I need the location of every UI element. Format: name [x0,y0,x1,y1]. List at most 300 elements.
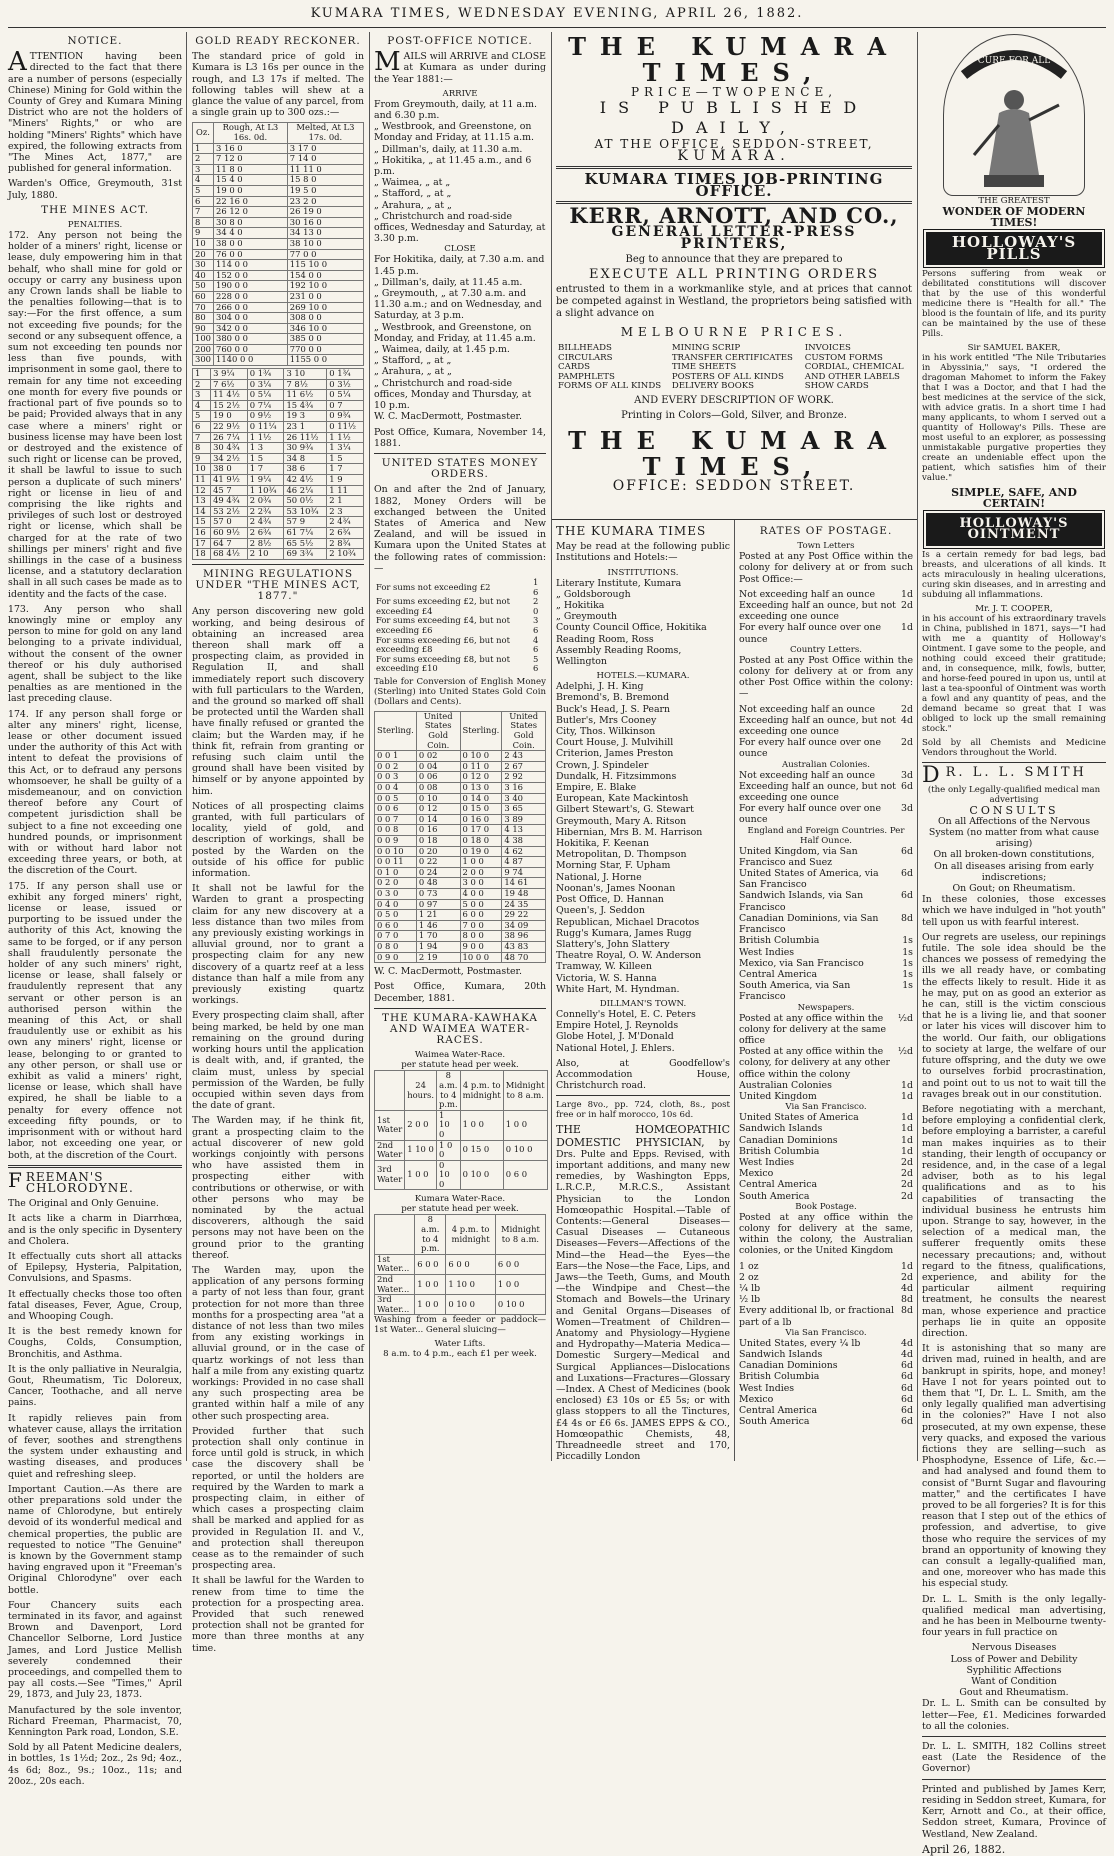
conversion-row-cell: 0 0 8 [375,825,417,836]
conversion-row-cell: 0 48 [416,878,460,889]
arrive-item: „ Christchurch and road-side offices, Wednesday and Saturday, at 3.30 p.m. [374,210,546,245]
mining-paragraph: Notices of all prospecting claims granted, with full particulars of locality, yield of gold, and description of workings, shall be posted by the Warden on the outside of his office for public information. [192,800,364,880]
waimea-row-cell: 1 10 0 [405,1140,437,1160]
newspaper-rate-rate: 1d [901,1079,913,1091]
dwt-row-cell: 0 1¾ [327,369,364,380]
gold-row-cell: 7 [193,207,214,218]
waimea-row-cell: 1 0 0 [503,1110,547,1140]
gold-row-cell: 342 0 0 [214,323,288,334]
conversion-row-cell: 4 38 [502,836,546,847]
kumara-race-table [374,1214,546,1315]
kumara-row-cell: 1 10 0 [446,1275,496,1295]
mining-regs-body [192,606,364,1653]
gold-row [193,302,364,313]
conversion-title: Table for Conversion of English Money (Sterling) into United States Gold Coin (Dollars and Cents). [374,676,546,707]
conversion-row [375,751,546,762]
kumara-row-cell: 0 10 0 [446,1295,496,1315]
read-title: THE KUMARA TIMES [556,524,707,538]
freeman-paragraph: It effectually cuts short all attacks of Epilepsy, Hysteria, Palpitation, Convulsions, and Spasms. [8,1250,182,1285]
conversion-row-cell: 0 04 [416,761,460,772]
dr-lines [922,816,1106,894]
kumara-row [375,1254,546,1274]
commission-row [374,636,546,655]
freeman-paragraph: It effectually checks those too often fatal diseases, Fever, Ague, Croup, and Whooping Cough. [8,1288,182,1322]
mining-paragraph: It shall be lawful for the Warden to renew from time to time the protection for a prospecting area. Provided that such renewed protection shall not be granted for more than three months at any time. [192,1575,364,1654]
book-postage-intro: Posted at any office within the colony for delivery at the same, within the colony, the Australian colonies, or the United Kingdom [739,1211,913,1257]
conversion-row-cell: 8 0 0 [460,931,502,942]
printing-items [556,344,912,392]
waimea-row-cell: 0 6 0 [503,1160,547,1190]
sf2-rate-rate: 4d [901,1337,913,1349]
dwt-row-cell: 7 6½ [211,379,248,390]
sf-rate-label: United States of America [739,1112,859,1124]
conversion-row [375,772,546,783]
conversion-row-cell: 2 0 0 [460,867,502,878]
hotel-item: Rugg's Kumara, James Rugg [556,927,692,939]
dr-smith-subtitle: (the only Legally-qualified medical man advertising [927,784,1101,805]
sf-rate [739,1146,913,1157]
conversion-row-cell: 48 70 [502,952,546,963]
gold-row-cell: 269 10 0 [287,302,363,313]
penalties-heading: PENALTIES. [67,220,123,231]
printing-item-row-cell: PAMPHLETS [558,371,615,382]
waimea-row-cell: 1 0 0 [437,1140,461,1160]
waimea-row-cell: 2nd Water [375,1140,405,1160]
dwt-row-cell: 9 [193,453,211,464]
town-rate-rate: 1d [901,622,913,634]
gold-row [193,228,364,239]
dwt-row-cell: 53 2½ [211,506,248,517]
freeman-subtitle: The Original and Only Genuine. [8,1198,159,1210]
dillman-item: Globe Hotel, J. M'Donald [556,1031,674,1043]
country-rate-rate: 2d [901,737,913,749]
dwt-row-cell: 2 10¾ [327,549,364,560]
every-description: AND EVERY DESCRIPTION OF WORK. [634,394,834,406]
cooper-name: Mr. J. T. COOPER, [975,603,1053,614]
dwt-row-cell: 2 8¾ [327,538,364,549]
hotel-item: Republican, Michael Dracotos [556,916,700,928]
waimea-header: 4 p.m. to midnight [460,1071,503,1110]
conversion-row-cell: 4 13 [502,825,546,836]
arrive-item: „ Stafford, „ at „ [374,188,452,200]
dwt-row-cell: 8 [193,443,211,454]
conversion-row-cell: 0 0 2 [375,761,417,772]
close-item: „ Dillman's, daily, at 11.45 a.m. [374,276,523,288]
gold-row-cell: 15 8 0 [287,175,363,186]
dillman-item: Connelly's Hotel, E. C. Peters [556,1008,696,1020]
sf2-rate-rate: 6d [901,1382,913,1394]
gold-row-cell: 6 [193,196,214,207]
hotel-item: Morning Star, F. Upham [556,860,671,872]
commission-row [374,578,546,597]
gold-row-cell: 80 [193,313,214,324]
england-rate [739,913,913,935]
waimea-table [374,1070,548,1190]
town-name: KUMARA. [677,148,791,164]
kumara-header: Midnight to 8 a.m. [495,1215,545,1254]
hygeia-figure-icon [944,35,1084,195]
dwt-row [193,475,364,486]
hotel-item: Greymouth, Mary A. Ritson [556,815,687,827]
printing-item-row-cell: POSTERS OF ALL KINDS [671,371,784,382]
column-notice [8,34,182,1787]
kumara-row-cell: 1 0 0 [415,1275,446,1295]
conversion-row [375,867,546,878]
gold-row-cell: 90 [193,323,214,334]
hotel-item: Butler's, Mrs Cooney [556,714,657,726]
england-rate-label: West Indies [739,946,795,958]
sf-rate-rate: 1d [901,1123,913,1135]
dr-line: On Gout; on Rheumatism. [952,883,1076,895]
close-item: „ Stafford, „ at „ [374,355,452,367]
dwt-row-cell: 2 4¾ [247,517,284,528]
execute-all: EXECUTE ALL PRINTING ORDERS [588,267,879,282]
book-rate-rate: 1d [901,1260,913,1272]
dwt-row-cell: 23 1 [284,422,327,433]
dwt-row-cell: 2 1 [327,496,364,507]
sf2-rate-label: South America [739,1416,810,1428]
country-rate-label: Not exceeding half an ounce [739,703,875,715]
close-item: For Hokitika, daily, at 7.30 a.m. and 1.45 p.m. [374,254,545,277]
conversion-row-cell: 19 48 [502,888,546,899]
printing-item-row [556,382,912,392]
conversion-row-cell: 0 4 0 [375,899,417,910]
england-rate-label: Canadian Dominions, via San Francisco [739,912,879,936]
homeopathic-price: Large 8vo., pp. 724, cloth, 8s., post free or in half morocco, 10s 6d. [556,1100,730,1121]
notice-body: TTENTION having been directed to the fact that there are a number of persons (especially Chinese) Mining for Gold within the County of Grey and Kumara Mining District who are not the holders of "Miners' Rights," or who are holding "Miners' Rights" which have expired, the following extracts from "The Mines Act, 1877," are published for general information. [8,51,182,175]
waimea-per-week: per statute head per week. [401,1060,519,1071]
close-item: „ Westbrook, and Greenstone, on Monday, and Friday, at 11.45 a.m. [374,321,536,344]
section-175: 175. If any person shall use or exhibit any forged miners' right, license or lease, issued or purporting to be issued under the authority of this Act, knowing the same to be forged, or if any person shall fraudulently personate the holder of any such miners' right, license or lease, shall falsely or fraudulently represent that any servant or other person is an authorised person within the meaning of this Act, or shall fraudulently use or exhibit as his own any miners' right, license or lease, belonging to or granted to any other person, or shall use or exhibit as valid a miners' right, license or lease, which shall have expired, he shall be liable to a penalty for every offence not exceeding fifty pounds, or to imprisonment with or without hard labor, not exceeding one year, or both, at the discretion of the Court. [8,880,182,1161]
gold-row-cell: 30 16 0 [287,217,363,228]
gold-reckoner-title: GOLD READY RECKONER. [195,35,361,47]
england-rate-label: Mexico, via San Francisco [739,957,864,969]
town-rate [739,589,913,600]
dwt-row-cell: 11 [193,475,211,486]
kumara-row-cell: 6 0 0 [495,1254,545,1274]
gold-row-cell: 30 [193,260,214,271]
letterpress-printers: GENERAL LETTER-PRESS PRINTERS, [611,224,857,252]
dwt-row [193,527,364,538]
conversion-row [375,783,546,794]
arrive-item: „ Waimea, „ at „ [374,177,451,189]
australian-rate [739,803,913,825]
england-heading: England and Foreign Countries. Per Half Ounce. [747,825,905,846]
conversion-row [375,846,546,857]
us-money-orders-body: On and after the 2nd of January, 1882, Money Orders will be exchanged between the United States of America and New Zealand, and will be issued in Kumara upon the United States at the following rates of commission:— [374,484,546,574]
conversion-row-cell: 0 18 0 [460,836,502,847]
printing-item-row-cell: AND OTHER LABELS [804,371,900,382]
institution-item: „ Hokitika [556,600,605,612]
hotel-item: Dundalk, H. Fitzsimmons [556,770,677,782]
conversion-row [375,878,546,889]
conversion-row-cell: 0 0 11 [375,857,417,868]
dr-paragraph: It is astonishing that so many are driven mad, ruined in health, and are bankrupt in spirits, hope, and money! Have I not for years pointed out to them that "I, Dr. L. L. Smith, am the only legally qualified man advertising in the colonies?" Have I not also prosecuted, at my own expense, these very quacks, and exposed the various fictions they are selling—such as Phosphodyne, Essence of Life, &c.—and had analysed and found them to consist of "Burnt Sugar and flavouring matter," and the certificates I have proved to be all forgeries? It is for this reason that I step out of the ethics of profession, and advertise, to give those who require the services of my brand an opportunity of knowing they can consult a legally-qualified man, and one, moreover who has made this his especial study. [922,1343,1106,1590]
office-address: AT THE OFFICE, SEDDON-STREET, [594,137,874,151]
gold-row-cell: 4 [193,175,214,186]
commission-rates [374,578,546,674]
conversion-row-cell: 2 43 [502,751,546,762]
mining-paragraph: It shall not be lawful for the Warden to grant a prospecting claim for any new discovery at a less distance than two miles from any previously existing workings in alluvial ground, nor to grant a prospecting claim for any new discovery of a quartz reef at a less distance than half a mile from any previously existing quartz workings. [192,883,364,1007]
australian-rate-label: Not exceeding half an ounce [739,769,875,781]
dwt-row-cell: 18 [193,549,211,560]
arrive-item: „ Hokitika, „ at 11.45 a.m., and 6 p.m. [374,154,532,178]
gold-row-cell: 5 [193,185,214,196]
dwt-row-cell: 5 [193,411,211,422]
dwt-table [192,368,364,560]
conversion-row [375,920,546,931]
conversion-row-cell: 0 0 9 [375,836,417,847]
gold-row-cell: 38 0 0 [214,238,288,249]
dwt-row-cell: 57 9 [284,517,327,528]
sf2-rate-label: Canadian Dominions [739,1360,838,1372]
england-rate [739,947,913,958]
conversion-row [375,814,546,825]
gold-row-cell: 266 0 0 [214,302,288,313]
institutions-list [556,578,730,668]
kumara-row-cell: 1 0 0 [495,1275,545,1295]
mining-paragraph: Every prospecting claim shall, after being marked, be held by one man remaining on the ground during working hours until the application is dealt with, and, if granted, the claim must, unless by special permission of the Warden, be fully occupied within seven days from the date of grant. [192,1010,364,1112]
conversion-row-cell: 2 19 [416,952,460,963]
conversion-row-cell: 1 70 [416,931,460,942]
commission-row-cell: For sums exceeding £2, but not exceeding £4 [376,596,510,616]
conversion-row-cell: 0 14 0 [460,793,502,804]
conversion-row [375,836,546,847]
book-extra-rate-rate: 8d [901,1305,913,1317]
gold-row-cell: 190 0 0 [214,281,288,292]
dwt-row-cell: 17 [193,538,211,549]
mines-act-title: THE MINES ACT. [41,203,149,216]
sf-rate-label: Central America [739,1179,818,1191]
dwt-row-cell: 2 3 [327,506,364,517]
conversion-row [375,931,546,942]
sf-rate-label: Mexico [739,1168,774,1180]
kumara-row-cell: 1 0 0 [415,1295,446,1315]
published-daily: IS PUBLISHED DAILY, [599,98,869,137]
notice-sign: Warden's Office, Greymouth, 31st July, 1880. [8,178,182,201]
dwt-row-cell: 0 11¼ [247,422,284,433]
masthead-rule [8,27,1106,28]
institution-item: Reading Room, Ross [556,633,654,645]
column-holloway: CURE FOR ALL THE GREATEST WONDER OF MODERN TIMES! HOLLOWAY'S PILLS Persons suffering from weak or debilitated constitutions will discover that by the use of this wonderful medicine there is "Health for all." The blood is the fountain of life, and its purity can be maintained by the use of these Pills. Sir SAMUEL BAKER, in his work entitled "The Nile Tributaries in Abyssinia," says, "I ordered the dragoman Mahomet to inform the Fakey that I was a Doctor, and that I had the best medicines at the service of the sick, with advice gratis. In a short time I had many applicants, to whom I served out a quantity of Holloway's Pills. These are most useful to an explorer, as possessing unmistakable purgative properties they create an undeniable effect upon the patient, which satisfies him of their value." SIMPLE, SAFE, AND CERTAIN! HOLLOWAY'S OINTMENT Is a certain remedy for bad legs, bad breasts, and ulcerations of all kinds. It acts miraculously in healing ulcerations, curing skin diseases, and in arresting and subduing all inflammations. Mr. J. T. COOPER, in his account of his extraordinary travels in China, published in 1871, says—"I had with me a quantity of Holloway's Ointment. I gave some to the people, and nothing could exceed their gratitude; and, in consequence, milk, fowls, butter, and horse-feed poured in upon us, until at last a tea-spoonful of Ointment was worth a fowl and any quantity of peas, and the demand became so great that I was obliged to lock up the small remaining stock." Sold by all Chemists and Medicine Vendors throughout the World. D R. L. L. SMITH (the only Legally-qualified medical man advertising CONSULTS On all Affections of the Nervous System (no matter from what cause arising) On all broken-down constitutions, On all diseases arising from early indiscretions; On Gout; on Rheumatism. In these colonies, those excesses which we have indulged in "hot youth" tell upon us with fearful interest. Our regrets are useless, our repinings futile. The sole idea should be the chances we possess of remedying the ills we all ready have, or combating the effects likely to result. Hide it as he may, put on as good an exterior as he can, still is the victim conscious that he is a living lie, and that sooner or later his vices will discover him to the world. Our faith, our obligations to society at large, the welfare of our future offspring, and the duty we owe to ourselves forbid procrastination, and point out to us not to wait till the ravages break out in our constitution. Before negotiating with a merchant, before employing a confidential clerk, before employing a barrister, a careful man makes inquiries as to their standing, their length of occupancy or residence, and, in the case of a legal adviser, both as to his legal qualifications and as to his capabilities of transacting the individual business he entrusts him upon. Strange to say, however, in the selection of a medical man, the sufferer frequently omits these necessary precautions; and, without regard to the fitness, qualifications, experience, and ability for the particular ailment requiring treatment, he consults the nearest man, whose experience and practice perhaps lie in quite an opposite direction. It is astonishing that so many are driven mad, ruined in health, and are bankrupt in spirits, hope, and money! Have I not for years pointed out to them that "I, Dr. L. L. Smith, am the only legally qualified man advertising in the colonies?" Have I not also prosecuted, at my own expense, these very quacks, and exposed the various fictions they are selling—such as Phosphodyne, Essence of Life, &c.—and had analysed and found them to consist of "Burnt Sugar and flavouring matter," and the certificates I have proved to be all forgeries? It is for this reason that I step out of the ethics of profession, and advertise, to give those who require the services of my brand an opportunity of knowing they can consult a legally-qualified man, and one, moreover who has made this his especial study. Dr. L. L. Smith is the only legally-qualified medical man advertising, and he has been in Melbourne twenty-four years in full practice on Nervous Diseases Loss of Power and Debility Syphilitic Affections Want of Condition Gout and Rheumatism. Dr. L. L. Smith can be consulted by letter—Fee, £1. Medicines forwarded to all the colonies. Dr. L. L. SMITH, 182 Collins street east (Late the Residence of the Governor) Printed and published by James Kerr, residing in Seddon street, Kumara, for Kerr, Arnott and Co., at their office, Seddon street, Kumara, Province of Westland, New Zealand. April 26, 1882. [922,34,1106,1461]
sf2-rate [739,1338,913,1349]
gold-row-cell: 70 [193,302,214,313]
column-gold-reckoner [192,34,364,1654]
england-rate-label: United Kingdom, via San Francisco and Suez [739,845,858,868]
australian-rate [739,781,913,803]
country-rate-label: Exceeding half an ounce, but not exceeding one ounce [739,714,896,738]
hotel-item: Post Office, D. Hannan [556,894,664,906]
dwt-row [193,496,364,507]
dwt-row-cell: 26 7¼ [211,432,248,443]
conversion-header: United States Gold Coin. [502,711,546,750]
conversion-row-cell: 0 16 0 [460,814,502,825]
commission-row-cell: 4 6 [533,634,539,655]
book-rate-rate: 2d [901,1271,913,1283]
town-rate-label: Exceeding half an ounce, but not exceeding one ounce [739,600,896,623]
homeopathic-title: THE HOMŒOPATHIC DOMESTIC PHYSICIAN, [556,1123,730,1149]
sf-rate-rate: 2d [901,1168,913,1180]
kerr-arnott: KERR, ARNOTT, AND CO., [569,203,899,228]
conversion-row-cell: 0 8 0 [375,941,417,952]
book-rate [739,1261,913,1272]
sf-rate [739,1179,913,1190]
hotel-item: Queen's, J. Seddon [556,905,645,917]
water-lifts-heading: Water Lifts. [434,1339,486,1350]
kumara-per-week: per statute head per week. [401,1204,519,1215]
oz-header: Oz. [193,123,214,143]
waimea-row-cell: 1 0 0 [460,1110,503,1140]
england-rate [739,846,913,868]
england-rate [739,935,913,946]
rough-header: Rough, At L3 16s. 0d. [214,123,288,143]
gold-row [193,207,364,218]
sf2-rate-label: Sandwich Islands [739,1349,823,1360]
conversion-header: Sterling. [375,711,417,750]
postmaster-sign-2: W. C. MacDermott, Postmaster. [374,966,522,978]
freeman-paragraph: It is the only palliative in Neuralgia, Gout, Rheumatism, Tic Doloreux, Cancer, Toothache, and all nerve pains. [8,1363,182,1409]
england-rate-rate: 1s [902,946,913,958]
commission-row-cell: 1 6 [533,576,539,597]
printing-item-row-cell: MINING SCRIP [671,343,741,353]
kumara-row-cell: 6 0 0 [446,1254,496,1274]
conversion-row-cell: 3 16 [502,783,546,794]
conversion-row-cell: 7 0 0 [460,920,502,931]
gold-row [193,164,364,175]
dwt-row-cell: 4 [193,400,211,411]
dr-address: Dr. L. L. SMITH, 182 Collins street east (Late the Residence of the Governor) [922,1741,1106,1775]
town-rate [739,600,913,622]
conversion-row-cell: 4 62 [502,846,546,857]
dwt-row-cell: 16 [193,527,211,538]
entrusted-text: entrusted to them in a workmanlike style, and at prices that cannot be competed against in Westland, the proprietors being satisfied with a slight advance on [556,284,912,319]
sf-rate-rate: 1d [901,1112,913,1124]
conversion-row-cell: 0 20 [416,846,460,857]
consults-heading: CONSULTS [969,803,1059,817]
dwt-row [193,369,364,380]
kumara-row-cell: 1st Water... [375,1254,415,1274]
kumara-times-advert [556,34,912,492]
homeopathic-body: by Drs. Pulte and Epps. Revised, with important additions, and many new remedies, by Washington Epps, L.R.C.P., M.R.C.S., Assistant Physician to the London Homœopathic Hospital.—Table of Contents:—General Diseases—Casual Diseases — Cutaneous Diseases—Fevers—Affections of the Mind—the Head—the Eyes—the Ears—the Nose—the Face, Lips, and Jaws—the Teeth, Gums, and Mouth—the Windpipe and Chest—the Stomach and Bowels—the Urinary and Genital Organs—Diseases of Women—Treatment of Children—Anatomy and Physiology—Hygiene and Hydropathy—Materia Medica—Domestic Surgery—Medical and Surgical Appliances—Dislocations and Luxations—Fractures—Glossary—Index. A Chest of Medicines (book enclosed) £3 10s or £5 5s; or with glass stoppers to all the Tinctures, £4 4s or £6 6s. JAMES EPPS & CO., Homœopathic Chemists, 48, Threadneedle street and 170, Piccadilly London [556,1137,730,1463]
conversion-row-cell: 0 0 1 [375,751,417,762]
dwt-row-cell: 34 2½ [211,453,248,464]
conversion-row-cell: 0 3 0 [375,888,417,899]
sf2-rate [739,1405,913,1416]
england-rate-rate: 1s [902,968,913,980]
town-rate-rate: 1d [901,588,913,600]
sf2-rate-rate: 6d [901,1393,913,1405]
column-postage-rates [739,524,913,1461]
dr-condition: Syphilitic Affections [966,1664,1062,1676]
gold-row-cell: 1140 0 0 [214,355,288,366]
dwt-row-cell: 42 4½ [284,475,327,486]
dwt-row-cell: 1 11 [327,485,364,496]
hotel-item: Slattery's, John Slattery [556,938,670,950]
freeman-paragraph: Manufactured by the sole inventor, Richard Freeman, Pharmacist, 70, Kennington Park road, London, S.E. [8,1704,182,1739]
dwt-row [193,400,364,411]
newspaper-rate-label: Australian Colonies [739,1079,832,1091]
section-174: 174. If any person shall forge or alter any miners' right, license, lease or other document issued under the authority of this Act with intent to defeat the provisions of this Act, or to defraud any persons whomsoever, he shall be guilty of a misdemeanour, and on conviction thereof before any Court of competent jurisdiction shall be subject to a fine not exceeding one hundred pounds, or imprisonment with or without hard labor not exceeding three years, or both, at the discretion of the Court. [8,708,182,877]
dwt-row-cell: 0 3½ [327,379,364,390]
kumara-row-cell: 0 10 0 [495,1295,545,1315]
dillman-heading: DILLMAN'S TOWN. [599,998,687,1009]
newspaper-rate-rate: ½d [897,1046,913,1058]
section-172: 172. Any person not being the holder of a miners' right, license or lease, duly empowering him in that behalf, who shall mine for gold or occupy or carry any business upon any Crown lands shall be liable to the penalties following—that is to say:—For the first offence, a sum not exceeding five pounds; for the second or any subsequent offence, a sum not exceeding ten pounds nor less than five pounds, with imprisonment in some gaol, there to remain for any time not exceeding one month for every five pounds or fractional part of five pounds so to be paid; Provided always that in any case where a miners' right or business license may have been lost or destroyed and the existence of such right or license can be proved, it shall be lawful to issue to such person a duplicate of such miners' right or license in lieu of and comprising the like rights and privileges of such lost or destroyed right or license, which shall be charged for at the rate of two shillings per miners' right and five shillings in the case of a business license, and a statutory declaration shall in all such cases be made as to identity and the facts of the case. [8,230,182,600]
dwt-row-cell: 1 1½ [247,432,284,443]
dr-paragraph: Our regrets are useless, our repinings futile. The sole idea should be the chances we possess of remedying the ills we all ready have, or combating the effects likely to result. Hide it as he may, put on as good an exterior as he can, still is the victim conscious that he is a living lie, and that sooner or later his vices will discover him to the world. Our faith, our obligations to society at large, the welfare of our future offspring, and the duty we owe to ourselves forbid procrastination, and point out to us not to wait till the ravages break out in our constitution. [922,931,1106,1100]
sf2-rate-label: British Columbia [739,1371,820,1383]
australian-heading: Australian Colonies. [782,759,870,770]
arrive-list [374,99,546,245]
dr-condition: Gout and Rheumatism. [959,1687,1069,1699]
gold-row-cell: 34 13 0 [287,228,363,239]
commission-row-cell: 3 6 [533,615,539,635]
gold-row [193,175,364,186]
printing-item-row-cell: TRANSFER CERTIFICATES [671,352,793,363]
commission-row [374,616,546,635]
waimea-header: 8 a.m. to 4 p.m. [437,1071,461,1110]
simple-safe-heading: SIMPLE, SAFE, AND CERTAIN! [951,485,1077,511]
dwt-row-cell: 1 1½ [327,432,364,443]
gold-row-cell: 34 4 0 [214,228,288,239]
conversion-row [375,941,546,952]
gold-row-cell: 200 [193,344,214,355]
gold-row [193,260,364,271]
hotel-item: City, Thos. Wilkinson [556,726,656,738]
gold-row-cell: 38 10 0 [287,238,363,249]
dwt-row-cell: 0 5¼ [327,390,364,401]
book-rate-rate: 8d [901,1294,913,1306]
dwt-row [193,443,364,454]
institution-item: County Council Office, Hokitika [556,622,707,634]
hotels-list [556,681,730,995]
waimea-header: Midnight to 8 a.m. [503,1071,547,1110]
office-seddon: OFFICE: SEDDON STREET. [612,477,856,494]
gold-row-cell: 192 10 0 [287,281,363,292]
freeman-paragraph: Four Chancery suits each terminated in its favor, and against Brown and Davenport, Lord Chancellor Selborne, Lord Justice James, and Lord Justice Mellish severely condemned their proceedings, and compelled them to pay all costs.—See "Times," April 29, 1873, and July 23, 1873. [8,1599,182,1701]
mining-paragraph: Any person discovering new gold working, and being desirous of obtaining an increased area thereon shall mark off a prospecting claim, as provided in Regulation II, and shall immediately report such discovery with full particulars to the Warden, and the ground so marked off shall be protected until the Warden shall have finally refused or granted the claim; but the Warden may, if he think fit, refrain from granting or refusing such claim until the ground shall have been visited by himself or by anyone appointed by him. [192,606,364,797]
hotel-item: Theatre Royal, O. W. Anderson [556,950,702,962]
newspaper-rate [739,1046,913,1080]
sf2-rate-rate: 6d [901,1416,913,1428]
gold-row-cell: 228 0 0 [214,291,288,302]
post-office-date-2: Post Office, Kumara, 20th December, 1881. [374,981,546,1004]
post-office-intro: AILS will ARRIVE and CLOSE at Kumara as under during the Year 1881:— [374,51,546,85]
sf-rate-label: South America [739,1190,810,1202]
gold-row-cell: 304 0 0 [214,313,288,324]
dr-paragraph: Dr. L. L. Smith is the only legally-qualified medical man advertising, and he has been in Melbourne twenty-four years in full practice on [922,1593,1106,1639]
gold-row-cell: 308 0 0 [287,313,363,324]
imprint-date: April 26, 1882. [922,1842,1006,1856]
dwt-row-cell: 0 1¾ [247,369,284,380]
waimea-row-cell: 2 0 0 [405,1110,437,1140]
waimea-row-cell: 0 10 0 [503,1140,547,1160]
newspaper-rate-rate: ½d [897,1012,913,1024]
job-printing-title: KUMARA TIMES JOB-PRINTING OFFICE. [584,170,884,200]
gold-row-cell: 760 0 0 [214,344,288,355]
conversion-row-cell: 0 5 0 [375,910,417,921]
gold-row-cell: 76 0 0 [214,249,288,260]
sf-rate [739,1135,913,1146]
country-letters-heading: Country Letters. [789,644,862,655]
hotels-heading: HOTELS.—KUMARA. [596,671,690,682]
close-item: „ Greymouth, „ at 7.30 a.m. and 11.30 a.m.; and on Wednesday, and Saturday, at 3 p.m. [374,288,542,322]
dwt-row-cell: 64 7 [211,538,248,549]
sf2-rate [739,1371,913,1382]
gold-row-cell: 26 12 0 [214,207,288,218]
gold-row-cell: 8 [193,217,214,228]
conversion-row [375,952,546,963]
